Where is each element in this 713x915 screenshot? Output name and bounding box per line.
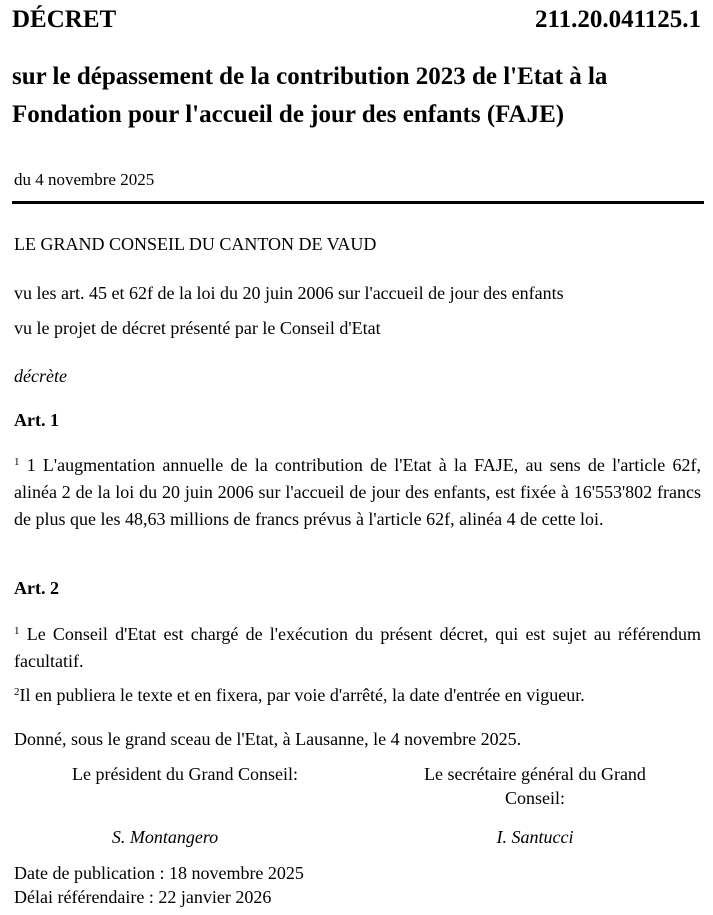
given-at-line: Donné, sous le grand sceau de l'Etat, à Lausanne, le 4 novembre 2025. [14,729,522,749]
header-divider [12,201,704,204]
considerant-2: vu le projet de décret présenté par le Conseil d'Etat [14,318,381,338]
publication-date: Date de publication : 18 novembre 2025 [14,863,304,883]
article-1-paragraph-1 [14,452,701,533]
document-number: 211.20.041125.1 [535,6,701,33]
paragraph-text: Il en publiera le texte et en fixera, par voie d'arrêté, la date d'entrée en vigueur. [19,685,585,705]
paragraph-number: 1 [14,456,20,468]
article-2-heading: Art. 2 [14,578,59,598]
decree-date: du 4 novembre 2025 [14,170,155,189]
president-name: S. Montangero [111,827,219,847]
president-role: Le président du Grand Conseil: [72,764,298,784]
article-2-paragraph-1 [14,621,701,675]
article-2-paragraph-2 [14,682,701,709]
considerant-1: vu les art. 45 et 62f de la loi du 20 juin 2006 sur l'accueil de jour des enfants [14,283,564,303]
secretary-role: Le secrétaire général du Grand Conseil: [424,764,646,808]
referendum-deadline: Délai référendaire : 22 janvier 2026 [14,887,272,907]
paragraph-number: 2 [14,686,20,698]
decree-word: décrète [14,366,67,386]
authority-line: LE GRAND CONSEIL DU CANTON DE VAUD [14,234,377,254]
paragraph-text: 1 L'augmentation annuelle de la contribution de l'Etat à la FAJE, au sens de l'article 62f, alinéa 2 de la loi du 20 juin 2006 sur l'accueil de jour des enfants, est fixée à 16'553'802 francs de plus que les 48,63 millions de francs prévus à l'article 62f, alinéa 4 de cette loi. [14,455,701,529]
paragraph-text: Le Conseil d'Etat est chargé de l'exécution du présent décret, qui est sujet au référendum facultatif. [14,624,701,671]
paragraph-number: 1 [14,625,20,637]
document-type: DÉCRET [12,6,117,33]
secretary-name: I. Santucci [496,827,574,847]
article-1-heading: Art. 1 [14,410,59,430]
decree-title: sur le dépassement de la contribution 2023 de l'Etat à la Fondation pour l'accueil de jour des enfants (FAJE) [12,63,608,128]
